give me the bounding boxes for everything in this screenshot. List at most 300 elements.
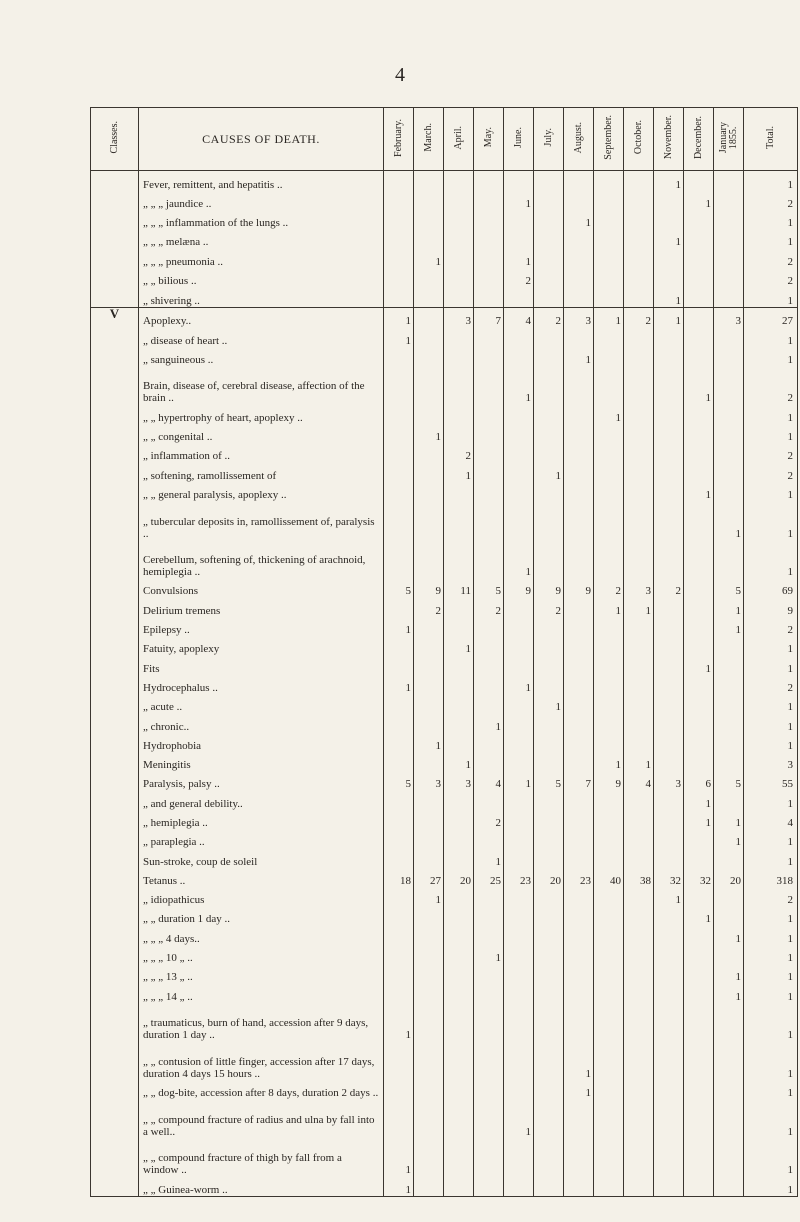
month-value-cell: 1 bbox=[384, 617, 414, 636]
month-value-cell bbox=[444, 848, 474, 867]
month-value-cell bbox=[624, 925, 654, 944]
month-value-cell bbox=[594, 790, 624, 809]
month-value-cell bbox=[624, 404, 654, 423]
cause-cell: „ „ compound fracture of thigh by fall from a window .. bbox=[139, 1138, 384, 1177]
month-value-cell bbox=[444, 964, 474, 983]
month-value-cell bbox=[474, 501, 504, 540]
month-value-cell bbox=[384, 810, 414, 829]
total-cell: 1 bbox=[744, 964, 798, 983]
month-value-cell bbox=[594, 1099, 624, 1138]
month-value-cell bbox=[444, 887, 474, 906]
month-value-cell bbox=[444, 790, 474, 809]
table-row bbox=[91, 424, 798, 443]
month-value-cell: 1 bbox=[504, 248, 534, 267]
class-cell bbox=[91, 1080, 139, 1099]
total-cell: 69 bbox=[744, 578, 798, 597]
month-value-cell: 1 bbox=[414, 733, 444, 752]
total-cell: 2 bbox=[744, 248, 798, 267]
month-value-cell bbox=[654, 1041, 684, 1080]
month-value-cell: 1 bbox=[654, 887, 684, 906]
month-value-cell bbox=[504, 1176, 534, 1196]
month-value-cell bbox=[414, 1099, 444, 1138]
month-value-cell: 1 bbox=[654, 307, 684, 327]
table-row bbox=[91, 636, 798, 655]
table-row bbox=[91, 1003, 798, 1042]
month-header bbox=[624, 108, 654, 171]
month-value-cell bbox=[384, 752, 414, 771]
total-cell: 55 bbox=[744, 771, 798, 790]
cause-cell: Tetanus .. bbox=[139, 868, 384, 887]
month-value-cell: 1 bbox=[504, 675, 534, 694]
class-cell bbox=[91, 540, 139, 579]
month-value-cell bbox=[684, 733, 714, 752]
month-header bbox=[504, 108, 534, 171]
month-value-cell bbox=[534, 1176, 564, 1196]
month-value-cell bbox=[414, 945, 444, 964]
month-value-cell bbox=[624, 210, 654, 229]
month-value-cell bbox=[594, 655, 624, 674]
month-value-cell: 1 bbox=[414, 887, 444, 906]
month-value-cell bbox=[384, 462, 414, 481]
month-value-cell bbox=[534, 347, 564, 366]
class-cell bbox=[91, 617, 139, 636]
month-value-cell bbox=[714, 1003, 744, 1042]
month-value-cell bbox=[534, 540, 564, 579]
month-value-cell bbox=[564, 925, 594, 944]
month-value-cell: 2 bbox=[444, 443, 474, 462]
month-value-cell: 1 bbox=[474, 848, 504, 867]
month-value-cell bbox=[504, 1080, 534, 1099]
month-value-cell bbox=[624, 501, 654, 540]
month-value-cell bbox=[474, 617, 504, 636]
month-value-cell bbox=[534, 675, 564, 694]
total-cell: 1 bbox=[744, 287, 798, 307]
month-value-cell bbox=[444, 1003, 474, 1042]
month-value-cell bbox=[594, 733, 624, 752]
month-value-cell: 1 bbox=[474, 713, 504, 732]
total-cell: 1 bbox=[744, 1080, 798, 1099]
month-value-cell: 1 bbox=[624, 597, 654, 616]
table-row bbox=[91, 366, 798, 405]
month-value-cell bbox=[534, 248, 564, 267]
month-value-cell bbox=[714, 887, 744, 906]
month-value-cell: 2 bbox=[624, 307, 654, 327]
month-value-cell: 1 bbox=[654, 229, 684, 248]
month-value-cell bbox=[684, 829, 714, 848]
month-value-cell: 1 bbox=[714, 617, 744, 636]
month-value-cell: 2 bbox=[504, 268, 534, 287]
month-value-cell bbox=[474, 1176, 504, 1196]
month-value-cell bbox=[654, 829, 684, 848]
total-cell: 1 bbox=[744, 540, 798, 579]
total-cell: 1 bbox=[744, 347, 798, 366]
cause-cell: Hydrophobia bbox=[139, 733, 384, 752]
month-value-cell bbox=[624, 540, 654, 579]
table-row bbox=[91, 501, 798, 540]
month-value-cell bbox=[684, 636, 714, 655]
month-value-cell bbox=[504, 713, 534, 732]
month-value-cell bbox=[384, 482, 414, 501]
month-value-cell bbox=[654, 501, 684, 540]
month-value-cell bbox=[654, 1176, 684, 1196]
month-value-cell bbox=[714, 366, 744, 405]
month-value-cell: 9 bbox=[504, 578, 534, 597]
month-value-cell bbox=[534, 713, 564, 732]
causes-of-death-table bbox=[90, 107, 798, 1197]
table-row bbox=[91, 906, 798, 925]
month-value-cell bbox=[384, 983, 414, 1002]
month-value-cell bbox=[534, 171, 564, 191]
cause-cell: „ „ Guinea-worm .. bbox=[139, 1176, 384, 1196]
month-value-cell bbox=[414, 307, 444, 327]
month-value-cell bbox=[714, 1176, 744, 1196]
month-value-cell bbox=[564, 327, 594, 346]
month-value-cell bbox=[684, 248, 714, 267]
month-value-cell bbox=[684, 1099, 714, 1138]
month-value-cell bbox=[684, 597, 714, 616]
month-value-cell bbox=[654, 752, 684, 771]
class-cell bbox=[91, 829, 139, 848]
month-value-cell bbox=[504, 1003, 534, 1042]
month-header bbox=[414, 108, 444, 171]
month-value-cell bbox=[444, 1080, 474, 1099]
total-cell: 4 bbox=[744, 810, 798, 829]
month-value-cell: 5 bbox=[534, 771, 564, 790]
month-value-cell bbox=[564, 462, 594, 481]
month-value-cell bbox=[564, 171, 594, 191]
total-cell: 2 bbox=[744, 366, 798, 405]
total-cell: 1 bbox=[744, 790, 798, 809]
month-value-cell: 1 bbox=[564, 210, 594, 229]
month-value-cell: 5 bbox=[474, 578, 504, 597]
class-cell bbox=[91, 248, 139, 267]
cause-cell: „ „ bilious .. bbox=[139, 268, 384, 287]
month-value-cell bbox=[654, 482, 684, 501]
month-value-cell bbox=[564, 248, 594, 267]
month-header bbox=[654, 108, 684, 171]
class-cell bbox=[91, 443, 139, 462]
month-value-cell bbox=[684, 675, 714, 694]
month-value-cell bbox=[714, 327, 744, 346]
month-value-cell: 5 bbox=[384, 578, 414, 597]
month-value-cell: 1 bbox=[684, 655, 714, 674]
month-value-cell bbox=[534, 848, 564, 867]
class-cell bbox=[91, 287, 139, 307]
table-row bbox=[91, 694, 798, 713]
month-value-cell bbox=[414, 983, 444, 1002]
month-value-cell bbox=[474, 1080, 504, 1099]
month-value-cell: 1 bbox=[714, 925, 744, 944]
month-value-cell bbox=[624, 229, 654, 248]
month-value-cell bbox=[594, 191, 624, 210]
month-value-cell bbox=[714, 675, 744, 694]
month-value-cell bbox=[474, 636, 504, 655]
month-value-cell bbox=[504, 210, 534, 229]
month-value-cell bbox=[384, 1041, 414, 1080]
cause-cell: „ tubercular deposits in, ramollissement of, paralysis .. bbox=[139, 501, 384, 540]
month-value-cell bbox=[384, 210, 414, 229]
month-value-cell bbox=[444, 210, 474, 229]
month-value-cell bbox=[654, 268, 684, 287]
month-value-cell bbox=[534, 752, 564, 771]
month-value-cell bbox=[594, 443, 624, 462]
cause-cell: „ „ compound fracture of radius and ulna by fall into a well.. bbox=[139, 1099, 384, 1138]
class-cell bbox=[91, 462, 139, 481]
month-value-cell: 1 bbox=[474, 945, 504, 964]
month-value-cell bbox=[594, 1138, 624, 1177]
class-cell bbox=[91, 1138, 139, 1177]
month-value-cell bbox=[714, 1138, 744, 1177]
month-value-cell: 1 bbox=[444, 752, 474, 771]
month-value-cell bbox=[594, 229, 624, 248]
month-value-cell bbox=[624, 887, 654, 906]
month-value-cell bbox=[444, 171, 474, 191]
month-value-cell: 1 bbox=[564, 347, 594, 366]
total-cell: 1 bbox=[744, 482, 798, 501]
month-value-cell bbox=[414, 404, 444, 423]
month-value-cell bbox=[534, 925, 564, 944]
class-cell bbox=[91, 675, 139, 694]
month-value-cell bbox=[414, 1003, 444, 1042]
cause-cell: Fits bbox=[139, 655, 384, 674]
month-value-cell bbox=[414, 810, 444, 829]
month-value-cell bbox=[624, 848, 654, 867]
month-header-label: October. bbox=[632, 120, 644, 155]
table-row bbox=[91, 713, 798, 732]
table-row bbox=[91, 347, 798, 366]
month-value-cell: 1 bbox=[384, 327, 414, 346]
month-value-cell bbox=[474, 1041, 504, 1080]
month-value-cell bbox=[714, 462, 744, 481]
month-value-cell bbox=[414, 694, 444, 713]
total-cell: 2 bbox=[744, 191, 798, 210]
cause-cell: „ „ „ 14 „ .. bbox=[139, 983, 384, 1002]
month-value-cell bbox=[414, 482, 444, 501]
table-row bbox=[91, 404, 798, 423]
month-value-cell bbox=[714, 287, 744, 307]
month-value-cell bbox=[534, 191, 564, 210]
month-header-label: September. bbox=[602, 115, 614, 160]
table-row bbox=[91, 482, 798, 501]
month-value-cell bbox=[594, 1080, 624, 1099]
month-value-cell bbox=[414, 1080, 444, 1099]
table-row bbox=[91, 462, 798, 481]
month-value-cell: 6 bbox=[684, 771, 714, 790]
month-value-cell: 1 bbox=[714, 829, 744, 848]
month-value-cell bbox=[564, 848, 594, 867]
month-value-cell bbox=[654, 424, 684, 443]
month-value-cell bbox=[654, 617, 684, 636]
cause-cell: Apoplexy.. bbox=[139, 307, 384, 327]
month-value-cell bbox=[684, 1176, 714, 1196]
month-value-cell bbox=[504, 829, 534, 848]
class-cell bbox=[91, 1099, 139, 1138]
cause-cell: „ „ dog-bite, accession after 8 days, duration 2 days .. bbox=[139, 1080, 384, 1099]
month-value-cell: 3 bbox=[654, 771, 684, 790]
month-header bbox=[684, 108, 714, 171]
month-value-cell bbox=[414, 675, 444, 694]
month-value-cell bbox=[594, 501, 624, 540]
month-header-label: February. bbox=[392, 118, 404, 157]
month-value-cell bbox=[474, 347, 504, 366]
month-value-cell bbox=[564, 694, 594, 713]
table-row bbox=[91, 1138, 798, 1177]
month-value-cell bbox=[504, 617, 534, 636]
class-cell bbox=[91, 404, 139, 423]
month-value-cell bbox=[564, 713, 594, 732]
table-row bbox=[91, 210, 798, 229]
total-cell: 2 bbox=[744, 887, 798, 906]
month-value-cell bbox=[594, 713, 624, 732]
cause-cell: „ shivering .. bbox=[139, 287, 384, 307]
month-value-cell bbox=[594, 1176, 624, 1196]
month-value-cell: 2 bbox=[414, 597, 444, 616]
month-value-cell bbox=[474, 443, 504, 462]
total-cell: 1 bbox=[744, 1099, 798, 1138]
total-cell: 1 bbox=[744, 925, 798, 944]
month-value-cell bbox=[384, 694, 414, 713]
class-cell bbox=[91, 171, 139, 191]
month-value-cell bbox=[534, 983, 564, 1002]
month-value-cell bbox=[534, 636, 564, 655]
month-value-cell: 5 bbox=[714, 771, 744, 790]
month-value-cell bbox=[414, 906, 444, 925]
month-value-cell: 1 bbox=[714, 597, 744, 616]
month-value-cell bbox=[714, 540, 744, 579]
month-value-cell bbox=[564, 945, 594, 964]
table-row bbox=[91, 848, 798, 867]
class-cell bbox=[91, 925, 139, 944]
month-value-cell: 9 bbox=[414, 578, 444, 597]
cause-cell: Paralysis, palsy .. bbox=[139, 771, 384, 790]
total-cell: 1 bbox=[744, 404, 798, 423]
month-value-cell bbox=[504, 1041, 534, 1080]
table-row bbox=[91, 983, 798, 1002]
month-value-cell bbox=[444, 906, 474, 925]
month-value-cell bbox=[384, 229, 414, 248]
month-value-cell bbox=[654, 694, 684, 713]
month-value-cell bbox=[684, 287, 714, 307]
class-cell bbox=[91, 1003, 139, 1042]
month-value-cell bbox=[594, 887, 624, 906]
table-row bbox=[91, 868, 798, 887]
month-value-cell: 1 bbox=[594, 752, 624, 771]
class-cell bbox=[91, 887, 139, 906]
month-header-label: January 1855. bbox=[717, 121, 739, 154]
month-value-cell bbox=[384, 171, 414, 191]
total-cell: 1 bbox=[744, 327, 798, 346]
cause-cell: „ acute .. bbox=[139, 694, 384, 713]
page-number: 4 bbox=[395, 64, 405, 86]
month-value-cell bbox=[654, 636, 684, 655]
month-value-cell bbox=[474, 655, 504, 674]
month-value-cell bbox=[474, 790, 504, 809]
month-value-cell bbox=[474, 1138, 504, 1177]
month-value-cell: 20 bbox=[534, 868, 564, 887]
class-cell bbox=[91, 906, 139, 925]
month-value-cell bbox=[714, 443, 744, 462]
total-header bbox=[744, 108, 798, 171]
month-value-cell bbox=[534, 482, 564, 501]
month-value-cell bbox=[654, 540, 684, 579]
month-value-cell bbox=[684, 752, 714, 771]
month-value-cell bbox=[564, 887, 594, 906]
month-value-cell: 3 bbox=[624, 578, 654, 597]
month-value-cell: 20 bbox=[444, 868, 474, 887]
class-cell bbox=[91, 268, 139, 287]
month-value-cell: 2 bbox=[534, 307, 564, 327]
month-value-cell bbox=[654, 675, 684, 694]
month-value-cell bbox=[414, 655, 444, 674]
month-header-label: May. bbox=[482, 127, 494, 148]
month-header bbox=[534, 108, 564, 171]
month-value-cell bbox=[624, 829, 654, 848]
month-value-cell: 1 bbox=[384, 307, 414, 327]
month-value-cell bbox=[504, 752, 534, 771]
month-value-cell bbox=[444, 713, 474, 732]
month-header bbox=[714, 108, 744, 171]
month-value-cell bbox=[624, 366, 654, 405]
month-value-cell bbox=[684, 307, 714, 327]
month-value-cell: 38 bbox=[624, 868, 654, 887]
month-value-cell: 1 bbox=[414, 424, 444, 443]
month-value-cell: 23 bbox=[504, 868, 534, 887]
month-header bbox=[474, 108, 504, 171]
table-row bbox=[91, 887, 798, 906]
total-cell: 9 bbox=[744, 597, 798, 616]
total-cell: 1 bbox=[744, 733, 798, 752]
month-value-cell bbox=[564, 983, 594, 1002]
month-value-cell bbox=[474, 482, 504, 501]
month-value-cell bbox=[504, 655, 534, 674]
month-value-cell: 1 bbox=[594, 307, 624, 327]
month-value-cell: 3 bbox=[444, 307, 474, 327]
month-value-cell bbox=[564, 810, 594, 829]
month-value-cell bbox=[444, 287, 474, 307]
month-header-label: June. bbox=[512, 127, 524, 148]
class-cell bbox=[91, 790, 139, 809]
month-value-cell bbox=[564, 1176, 594, 1196]
month-value-cell bbox=[564, 790, 594, 809]
month-value-cell bbox=[594, 848, 624, 867]
month-value-cell bbox=[504, 925, 534, 944]
table-row bbox=[91, 771, 798, 790]
month-value-cell bbox=[714, 790, 744, 809]
month-value-cell bbox=[564, 906, 594, 925]
month-value-cell bbox=[534, 1041, 564, 1080]
table-row bbox=[91, 810, 798, 829]
total-cell: 1 bbox=[744, 1041, 798, 1080]
table-row bbox=[91, 964, 798, 983]
table-row bbox=[91, 790, 798, 809]
month-value-cell bbox=[444, 1099, 474, 1138]
month-value-cell bbox=[414, 848, 444, 867]
table-row bbox=[91, 1080, 798, 1099]
month-value-cell: 1 bbox=[534, 694, 564, 713]
month-value-cell bbox=[594, 964, 624, 983]
cause-cell: „ „ „ inflammation of the lungs .. bbox=[139, 210, 384, 229]
cause-header: CAUSES OF DEATH. bbox=[139, 108, 384, 171]
month-value-cell: 1 bbox=[714, 810, 744, 829]
table-row bbox=[91, 655, 798, 674]
month-value-cell bbox=[414, 1041, 444, 1080]
month-value-cell bbox=[654, 1099, 684, 1138]
month-value-cell bbox=[624, 1176, 654, 1196]
month-value-cell: 1 bbox=[444, 462, 474, 481]
month-value-cell bbox=[624, 1041, 654, 1080]
month-value-cell bbox=[594, 810, 624, 829]
month-value-cell bbox=[474, 287, 504, 307]
